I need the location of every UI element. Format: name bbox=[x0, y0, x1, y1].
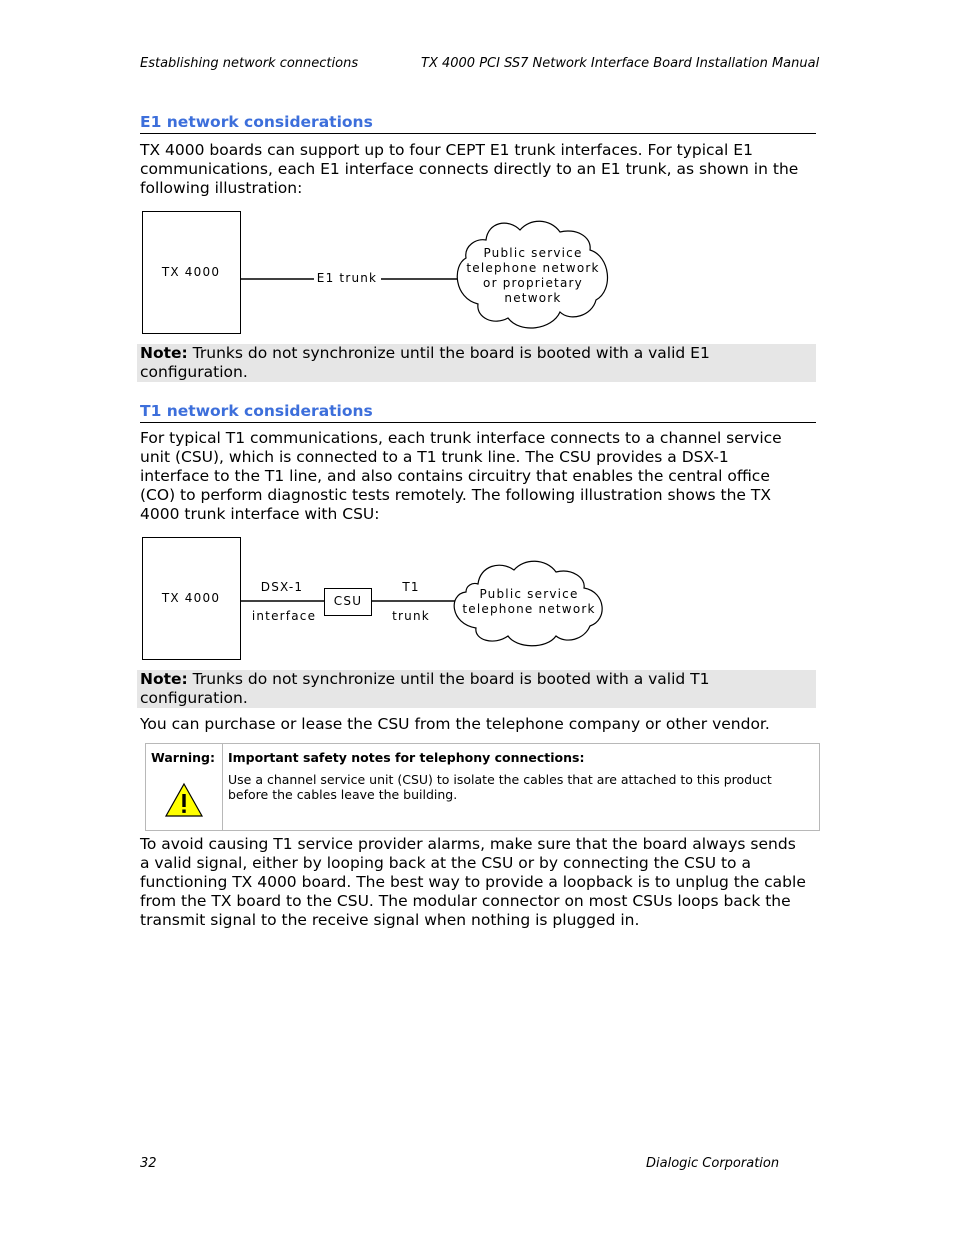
warning-body bbox=[228, 772, 808, 802]
note-label: Note: bbox=[140, 344, 188, 362]
warning-body-line: before the cables leave the building. bbox=[228, 787, 458, 802]
closing-line: To avoid causing T1 service provider alarms, make sure that the board always sends bbox=[140, 835, 796, 853]
closing-line: a valid signal, either by looping back at the CSU or by connecting the CSU to a bbox=[140, 854, 751, 872]
warning-label-cell bbox=[146, 744, 223, 830]
e1-cloud-line: telephone network bbox=[466, 261, 600, 275]
t1-board-label: TX 4000 bbox=[161, 591, 221, 605]
note-label: Note: bbox=[140, 670, 188, 688]
e1-trunk-label: E1 trunk bbox=[316, 271, 378, 285]
section-title-e1: E1 network considerations bbox=[140, 113, 373, 131]
t1-trunk-label: trunk bbox=[392, 609, 430, 623]
running-header-title: TX 4000 PCI SS7 Network Interface Board Installation Manual bbox=[421, 56, 820, 71]
warning-title: Important safety notes for telephony connections: bbox=[228, 750, 585, 765]
note-text: configuration. bbox=[140, 689, 248, 707]
closing-line: functioning TX 4000 board. The best way to provide a loopback is to unplug the cable bbox=[140, 873, 806, 891]
running-header-section: Establishing network connections bbox=[140, 56, 359, 71]
closing-line: transmit signal to the receive signal when nothing is plugged in. bbox=[140, 911, 640, 929]
page-number: 32 bbox=[140, 1156, 157, 1171]
closing-paragraph bbox=[140, 835, 816, 930]
e1-cloud-line: Public service bbox=[483, 246, 583, 260]
t1-para-line: unit (CSU), which is connected to a T1 trunk line. The CSU provides a DSX-1 bbox=[140, 448, 729, 466]
t1-para-line: (CO) to perform diagnostic tests remotely. The following illustration shows the TX bbox=[140, 486, 771, 504]
e1-cloud-line: or proprietary bbox=[483, 276, 583, 290]
t1-cloud-line: telephone network bbox=[462, 602, 596, 616]
closing-line: from the TX board to the CSU. The modular connector on most CSUs loops back the bbox=[140, 892, 791, 910]
e1-para-line: TX 4000 boards can support up to four CEPT E1 trunk interfaces. For typical E1 bbox=[140, 141, 753, 159]
note-text: Trunks do not synchronize until the board is booted with a valid T1 bbox=[187, 670, 710, 688]
warning-body-line: Use a channel service unit (CSU) to isolate the cables that are attached to this product bbox=[228, 772, 772, 787]
e1-para-line: following illustration: bbox=[140, 179, 303, 197]
note-text: Trunks do not synchronize until the board is booted with a valid E1 bbox=[187, 344, 710, 362]
warning-triangle-icon bbox=[164, 782, 204, 818]
t1-t1-label: T1 bbox=[402, 580, 420, 594]
t1-para-line: 4000 trunk interface with CSU: bbox=[140, 505, 380, 523]
t1-dsx-label: DSX-1 bbox=[260, 580, 304, 594]
e1-board-label: TX 4000 bbox=[161, 265, 221, 279]
e1-para-line: communications, each E1 interface connects directly to an E1 trunk, as shown in the bbox=[140, 160, 799, 178]
section-title-t1: T1 network considerations bbox=[140, 402, 373, 420]
t1-note bbox=[137, 670, 816, 708]
e1-cloud-line: network bbox=[504, 291, 562, 305]
csu-purchase-text: You can purchase or lease the CSU from the telephone company or other vendor. bbox=[140, 715, 770, 733]
csu-label: CSU bbox=[333, 594, 363, 608]
warning-box bbox=[145, 743, 820, 831]
t1-cloud-line: Public service bbox=[479, 587, 579, 601]
warning-label: Warning: bbox=[151, 750, 215, 765]
t1-para-line: interface to the T1 line, and also contains circuitry that enables the central office bbox=[140, 467, 770, 485]
footer-company: Dialogic Corporation bbox=[646, 1156, 780, 1171]
t1-para-line: For typical T1 communications, each trunk interface connects to a channel service bbox=[140, 429, 782, 447]
note-text: configuration. bbox=[140, 363, 248, 381]
t1-interface-label: interface bbox=[251, 609, 317, 623]
